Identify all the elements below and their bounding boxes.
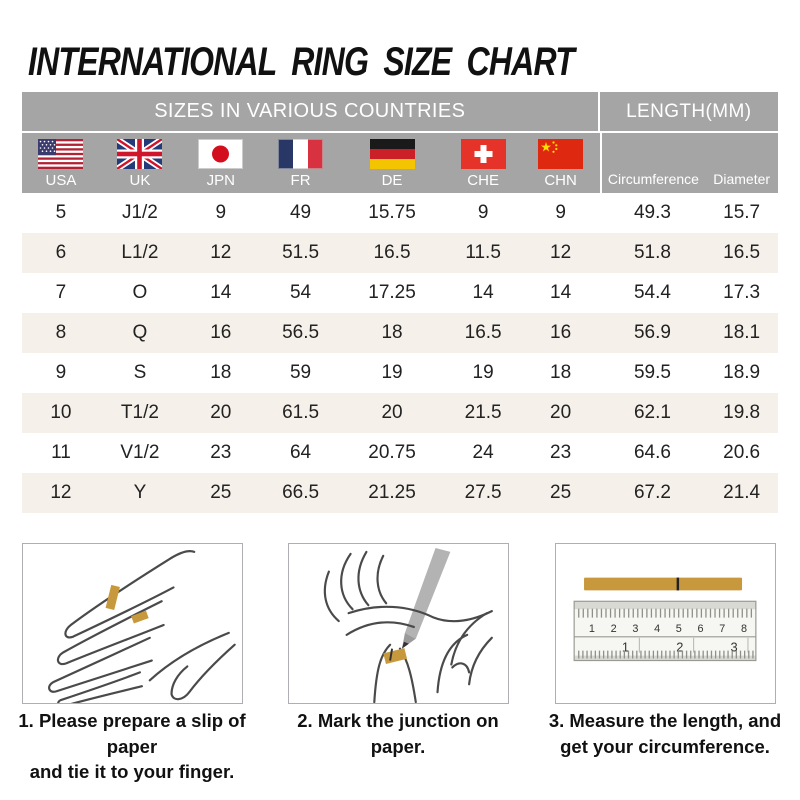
table-cell: 20.75 (368, 442, 416, 463)
table-cell: 9 (477, 202, 489, 223)
table-cell: 20.6 (723, 442, 761, 463)
table-cell: 21.25 (368, 482, 416, 503)
table-cell: 56.9 (633, 322, 671, 343)
group-header-countries: SIZES IN VARIOUS COUNTRIES (22, 92, 600, 131)
column-header-che (445, 133, 522, 193)
ruler-cm-6: 6 (697, 622, 704, 635)
table-cell: 16.5 (723, 242, 761, 263)
table-cell: 18.1 (723, 322, 761, 343)
table-cell: 19.8 (723, 402, 761, 423)
table-cell: 66.5 (282, 482, 320, 503)
table-cell: 21.5 (464, 402, 502, 423)
column-header-jpn (180, 133, 262, 193)
ruler-inch-1: 1 (621, 639, 630, 655)
ruler-inch-3: 3 (730, 639, 738, 655)
column-label-de: DE (381, 172, 403, 189)
table-cell: 12 (210, 242, 232, 263)
marking-paper-with-pencil-illustration (289, 544, 508, 703)
table-row (22, 233, 778, 273)
table-row (22, 393, 778, 433)
table-cell: 21.4 (723, 482, 761, 503)
column-label-chn: CHN (544, 172, 577, 189)
table-cell: L1/2 (121, 242, 159, 263)
table-cell: 20 (381, 402, 403, 423)
table-cell: 12 (550, 242, 572, 263)
column-label-fr: FR (290, 172, 311, 189)
table-cell: V1/2 (120, 442, 160, 463)
table-row (22, 313, 778, 353)
table-cell: 9 (55, 362, 67, 383)
table-cell: 9 (215, 202, 227, 223)
ruler-cm-7: 7 (719, 622, 726, 635)
table-cell: 19 (381, 362, 403, 383)
column-header-circumference: Circumference (600, 133, 706, 193)
table-cell: 11.5 (465, 242, 501, 263)
page-title: INTERNATIONAL RING SIZE CHART (28, 40, 574, 84)
step3-caption-line1: 3. Measure the length, and (548, 710, 782, 731)
step1-figure (22, 543, 243, 704)
step2-figure (288, 543, 509, 704)
step1-caption (2, 708, 262, 785)
flag-germany-icon (370, 139, 415, 169)
table-cell: 18 (381, 322, 403, 343)
step1-caption-line2: and tie it to your finger. (29, 761, 235, 783)
table-cell: 20 (210, 402, 232, 423)
flag-japan-icon (198, 139, 243, 169)
step2-caption (268, 708, 528, 759)
ruler-cm-4: 4 (654, 622, 661, 635)
table-group-header-row (22, 92, 778, 133)
table-cell: 18.9 (723, 362, 761, 383)
flag-uk-icon (117, 139, 162, 169)
table-cell: J1/2 (121, 202, 158, 223)
column-header-de (339, 133, 444, 193)
column-header-chn (522, 133, 600, 193)
table-cell: 56.5 (282, 322, 320, 343)
table-cell: 10 (50, 402, 72, 423)
table-cell: 6 (55, 242, 67, 263)
table-cell: 11 (51, 442, 71, 463)
table-cell: 17.25 (368, 282, 416, 303)
table-cell: Y (133, 482, 147, 503)
ruler-cm-2: 2 (610, 622, 617, 635)
step3-caption (535, 708, 795, 759)
table-cell: 20 (550, 402, 572, 423)
table-row (22, 273, 778, 313)
column-label-che: CHE (467, 172, 499, 189)
column-label-jpn: JPN (206, 172, 235, 189)
column-header-usa (22, 133, 100, 193)
table-cell: 5 (55, 202, 67, 223)
table-cell: 25 (550, 482, 572, 503)
flag-switzerland-icon (461, 139, 506, 169)
table-cell: 23 (550, 442, 572, 463)
table-cell: 54.4 (633, 282, 671, 303)
flag-usa-icon (38, 139, 83, 169)
step2-caption-line1: 2. Mark the junction on paper. (297, 710, 499, 757)
table-cell: 14 (210, 282, 232, 303)
table-row (22, 473, 778, 513)
table-cell: 15.75 (368, 202, 416, 223)
ruler-cm-8: 8 (740, 622, 748, 635)
column-header-uk (100, 133, 180, 193)
hand-with-paper-slip-illustration (23, 544, 242, 703)
table-cell: 27.5 (464, 482, 502, 503)
ruler-cm-1: 1 (588, 622, 595, 635)
table-cell: 49.3 (633, 202, 671, 223)
table-cell: T1/2 (120, 402, 159, 423)
table-cell: O (132, 282, 148, 303)
table-cell: 18 (210, 362, 232, 383)
size-chart-table (22, 92, 778, 513)
table-cell: 16.5 (464, 322, 502, 343)
table-cell: 9 (555, 202, 566, 223)
table-cell: 14 (550, 282, 572, 303)
table-cell: 59 (289, 362, 312, 383)
table-cell: 59.5 (633, 362, 671, 383)
step1-caption-line1: 1. Please prepare a slip of paper (18, 710, 246, 757)
paper-strip-icon (584, 578, 742, 591)
table-cell: 19 (472, 362, 494, 383)
table-cell: 15.7 (723, 202, 761, 223)
ruler-measuring-illustration (556, 544, 775, 703)
table-cell: 18 (550, 362, 572, 383)
table-row (22, 193, 778, 233)
table-cell: 62.1 (633, 402, 671, 423)
table-cell: 64 (289, 442, 312, 463)
table-cell: 49 (289, 202, 312, 223)
flag-china-icon (538, 139, 583, 169)
step3-figure (555, 543, 776, 704)
table-cell: 12 (50, 482, 72, 503)
table-cell: 61.5 (282, 402, 320, 423)
table-cell: 67.2 (633, 482, 671, 503)
column-header-diameter: Diameter (713, 171, 771, 187)
ruler-cm-5: 5 (675, 622, 682, 635)
table-cell: 8 (55, 322, 67, 343)
table-row (22, 353, 778, 393)
table-cell: 7 (55, 282, 67, 303)
table-cell: 23 (210, 442, 232, 463)
table-cell: 16 (550, 322, 572, 343)
table-cell: 54 (289, 282, 312, 303)
table-cell: 24 (472, 442, 494, 463)
flag-france-icon (278, 139, 323, 169)
table-cell: 25 (210, 482, 232, 503)
column-label-usa: USA (45, 172, 77, 189)
ruler-icon (574, 601, 756, 660)
column-header-fr (262, 133, 340, 193)
ruler-cm-3: 3 (632, 622, 639, 635)
table-cell: 14 (472, 282, 494, 303)
table-cell: S (133, 362, 147, 383)
table-cell: 17.3 (723, 282, 761, 303)
table-cell: 16 (210, 322, 232, 343)
table-cell: Q (132, 322, 148, 343)
step3-caption-line2: get your circumference. (560, 735, 770, 757)
table-cell: 51.8 (633, 242, 671, 263)
table-body (22, 193, 778, 513)
table-cell: 16.5 (373, 242, 411, 263)
table-cell: 64.6 (633, 442, 671, 463)
group-header-length: LENGTH(MM) (626, 100, 752, 122)
ruler-inch-2: 2 (676, 639, 684, 655)
table-row (22, 433, 778, 473)
table-column-header-row (22, 133, 778, 193)
column-label-uk: UK (129, 172, 151, 189)
table-cell: 51.5 (282, 242, 320, 263)
